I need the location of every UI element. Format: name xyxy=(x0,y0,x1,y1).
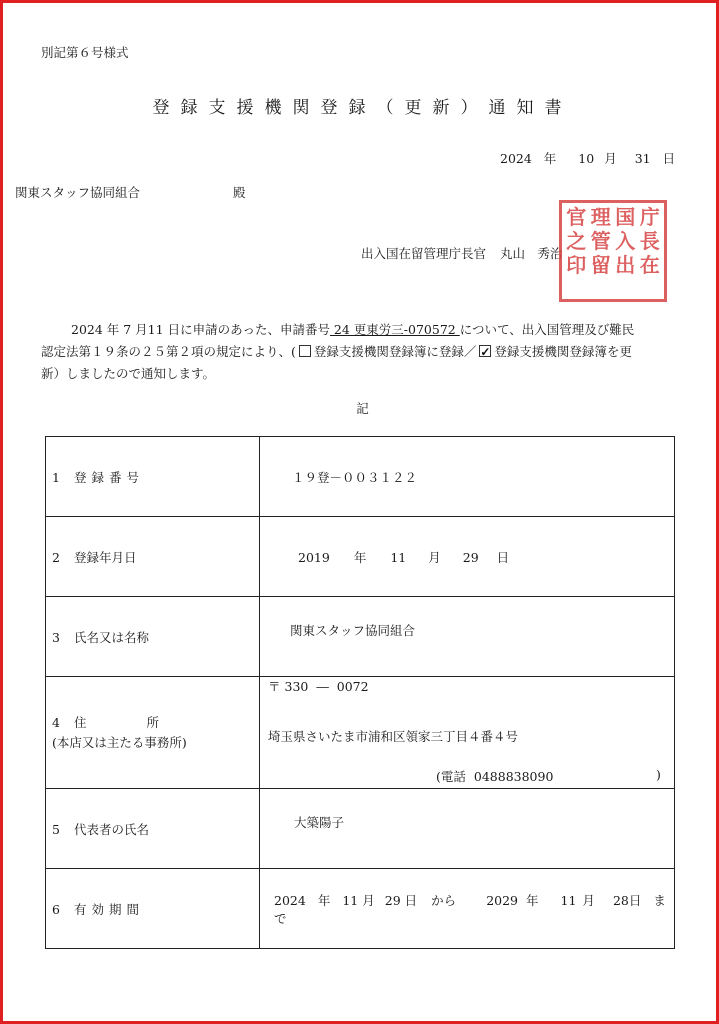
official-seal-stamp: 官 理 国 庁 之 管 入 長 印 留 出 在 xyxy=(559,200,667,302)
checkbox-register-icon xyxy=(299,345,311,357)
registration-date-value: 2019 年 11 月 29 日 xyxy=(260,517,675,597)
recipient-honorific: 殿 xyxy=(233,185,246,200)
row-label: 1 登録番号 xyxy=(46,437,260,517)
checkbox-renew-checked-icon xyxy=(479,345,491,357)
issue-day-unit: 日 xyxy=(662,151,676,166)
table-row xyxy=(46,597,675,677)
postal-code: 〒 330 ― 0072 xyxy=(268,679,369,694)
document-title: 登録支援機関登録（更新）通知書 xyxy=(152,98,573,118)
row-label: 2 登録年月日 xyxy=(46,517,260,597)
option-renew: 登録支援機関登録簿を更 xyxy=(494,344,632,359)
issue-month: 10 xyxy=(578,151,595,166)
issuer-name: 丸山 秀治 xyxy=(500,246,563,261)
registration-number-value: １９登－００３１２２ xyxy=(260,437,675,517)
table-row xyxy=(46,437,675,517)
table-row xyxy=(46,869,675,949)
issue-year: 2024 xyxy=(500,151,532,166)
ki-heading: 記 xyxy=(356,401,369,416)
address-value xyxy=(260,677,675,789)
street-address: 埼玉県さいたま市浦和区領家三丁目４番４号 xyxy=(268,729,519,744)
issuer-title: 出入国在留管理庁長官 xyxy=(361,246,487,261)
body-line-3: 新）しましたので通知します。 xyxy=(41,366,216,381)
validity-period-value: 2024 年 11 月 29 日 から 2029 年 11 月 28日 まで xyxy=(260,869,675,949)
issue-date xyxy=(500,149,675,167)
representative-name-value: 大築陽子 xyxy=(260,789,675,869)
table-row xyxy=(46,517,675,597)
organization-name-value: 関東スタッフ協同組合 xyxy=(260,597,675,677)
row-label: 3 氏名又は名称 xyxy=(46,597,260,677)
issue-year-unit: 年 xyxy=(543,151,557,166)
form-number: 別記第６号様式 xyxy=(41,45,129,60)
issuer xyxy=(361,244,563,262)
request-number: 24 更東労三-070572 xyxy=(329,322,460,337)
phone: (電話 0488838090 ) xyxy=(436,767,661,784)
phone-number: 0488838090 xyxy=(473,769,554,784)
table-row xyxy=(46,677,675,789)
body-line-2: 認定法第１９条の２５第２項の規定により、( 登録支援機関登録簿に登録／✓ 登録支援機関登録簿を更 xyxy=(41,341,632,363)
row-label: 4 住 所 (本店又は主たる事務所) xyxy=(46,677,260,789)
issue-month-unit: 月 xyxy=(604,151,617,166)
option-register: 登録支援機関登録簿に登録／ xyxy=(313,344,477,359)
row-label: 5 代表者の氏名 xyxy=(46,789,260,869)
issue-day: 31 xyxy=(634,151,651,166)
table-row xyxy=(46,789,675,869)
row-label: 6 有効期間 xyxy=(46,869,260,949)
recipient-name: 関東スタッフ協同組合 xyxy=(15,185,141,200)
registration-table xyxy=(45,436,675,949)
body-line-1: 2024 年 7 月11 日に申請のあった、申請番号 24 更東労三-070572 について、出入国管理及び難民 xyxy=(71,322,635,337)
